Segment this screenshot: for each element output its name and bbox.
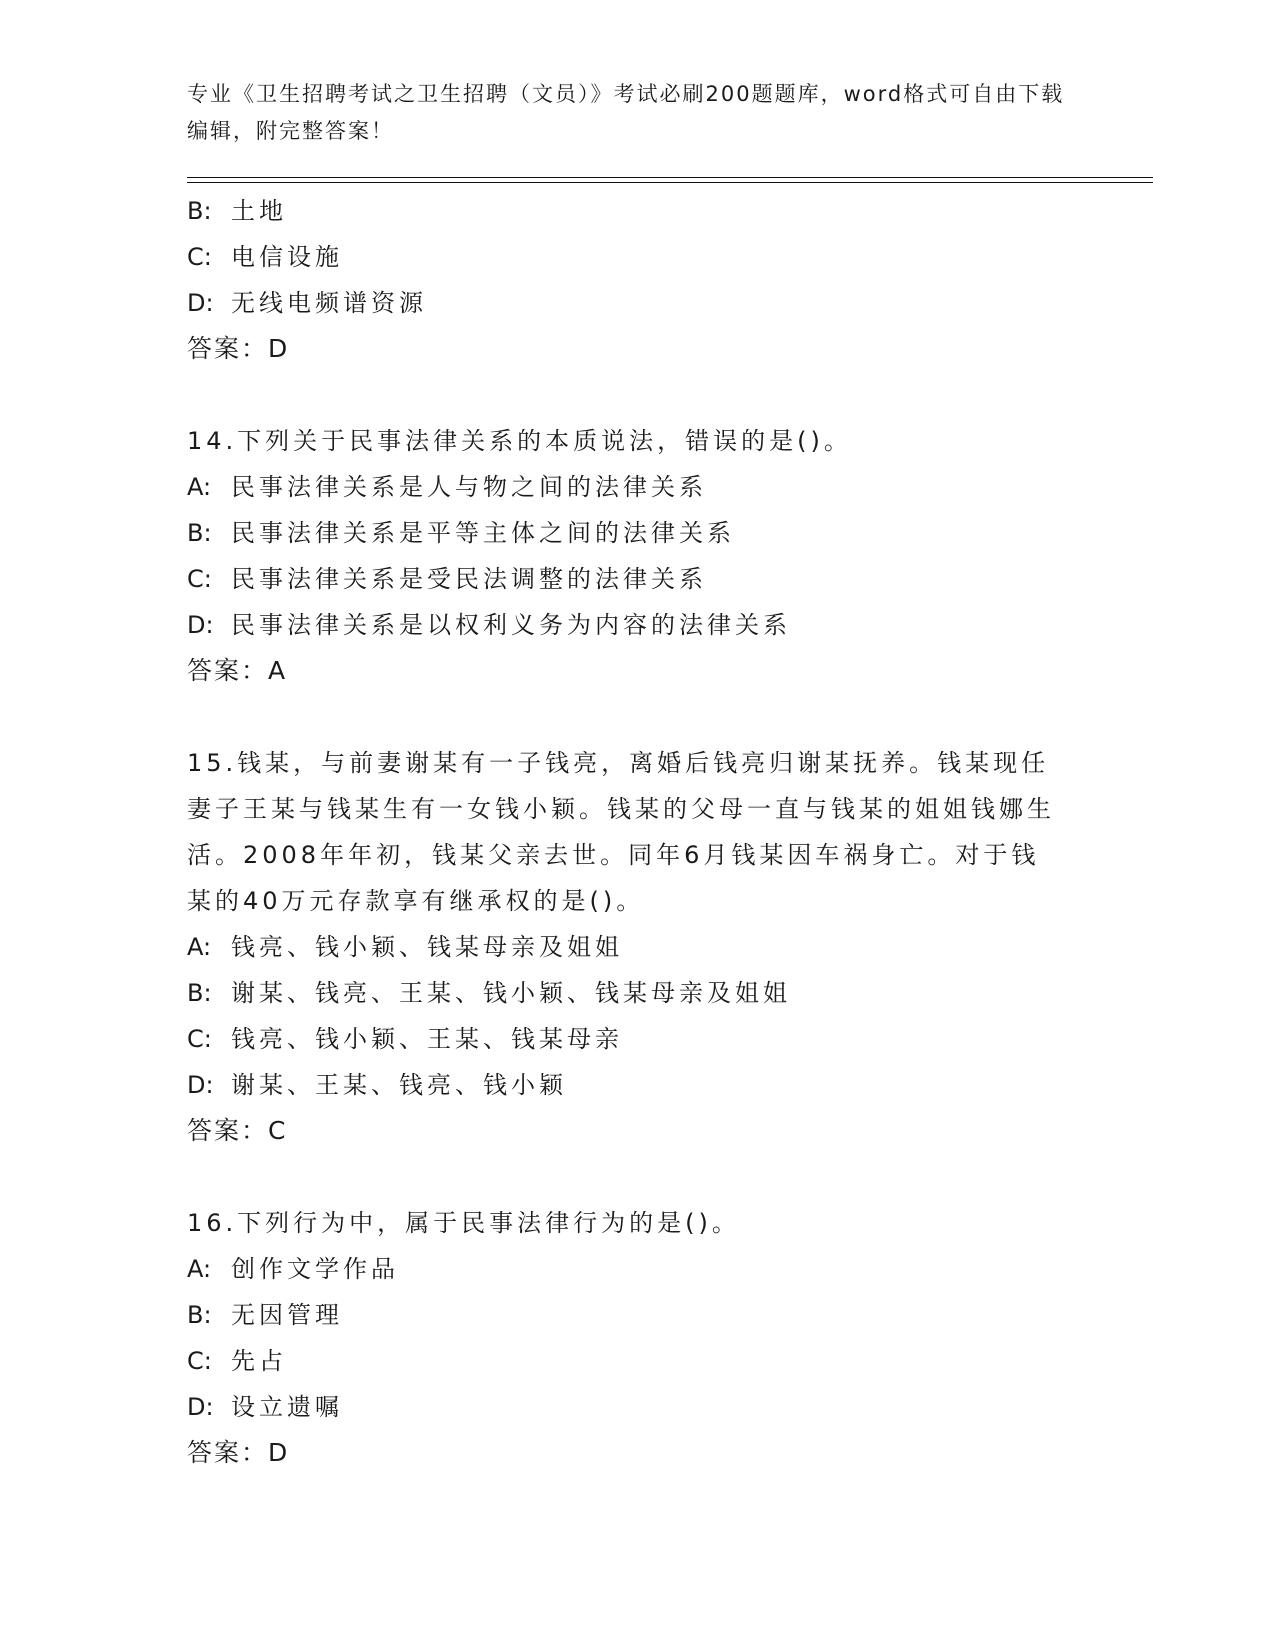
option-d: D: 民事法律关系是以权利义务为内容的法律关系 — [187, 611, 791, 639]
question-16 — [187, 1200, 1067, 1476]
option-b: B: 谢某、钱亮、王某、钱小颖、钱某母亲及姐姐 — [187, 979, 791, 1007]
question-stem: 16.下列行为中，属于民事法律行为的是()。 — [187, 1209, 740, 1237]
answer: 答案：D — [187, 334, 290, 363]
option-b: B: 土地 — [187, 197, 287, 225]
option-c: C: 钱亮、钱小颖、王某、钱某母亲 — [187, 1025, 623, 1053]
option-a: A: 创作文学作品 — [187, 1255, 399, 1283]
option-d: D: 无线电频谱资源 — [187, 289, 427, 317]
option-d: D: 谢某、王某、钱亮、钱小颖 — [187, 1071, 567, 1099]
option-c: C: 电信设施 — [187, 243, 343, 271]
option-a: A: 民事法律关系是人与物之间的法律关系 — [187, 473, 707, 501]
question-stem: 14.下列关于民事法律关系的本质说法，错误的是()。 — [187, 427, 852, 455]
answer: 答案：A — [187, 656, 288, 685]
header-divider-bottom — [187, 182, 1153, 183]
question-content — [187, 188, 1067, 1476]
answer: 答案：C — [187, 1116, 288, 1145]
header-divider-top — [187, 177, 1153, 178]
question-14 — [187, 418, 1067, 694]
option-b: B: 无因管理 — [187, 1301, 343, 1329]
answer: 答案：D — [187, 1438, 290, 1467]
question-15 — [187, 740, 1067, 1154]
option-b: B: 民事法律关系是平等主体之间的法律关系 — [187, 519, 735, 547]
question-stem: 15.钱某，与前妻谢某有一子钱亮，离婚后钱亮归谢某抚养。钱某现任妻子王某与钱某生有一女钱小颖。钱某的父母一直与钱某的姐姐钱娜生活。2008年年初，钱某父亲去世。同年6月钱某因车祸身亡。对于钱某的40万元存款享有继承权的是()。 — [187, 749, 1055, 915]
option-a: A: 钱亮、钱小颖、钱某母亲及姐姐 — [187, 933, 623, 961]
page-header: 专业《卫生招聘考试之卫生招聘（文员）》考试必刷200题题库，word格式可自由下载编辑，附完整答案！ — [187, 82, 1065, 143]
option-d: D: 设立遗嘱 — [187, 1393, 343, 1421]
option-c: C: 民事法律关系是受民法调整的法律关系 — [187, 565, 707, 593]
continued-question — [187, 188, 1067, 372]
option-c: C: 先占 — [187, 1347, 287, 1375]
